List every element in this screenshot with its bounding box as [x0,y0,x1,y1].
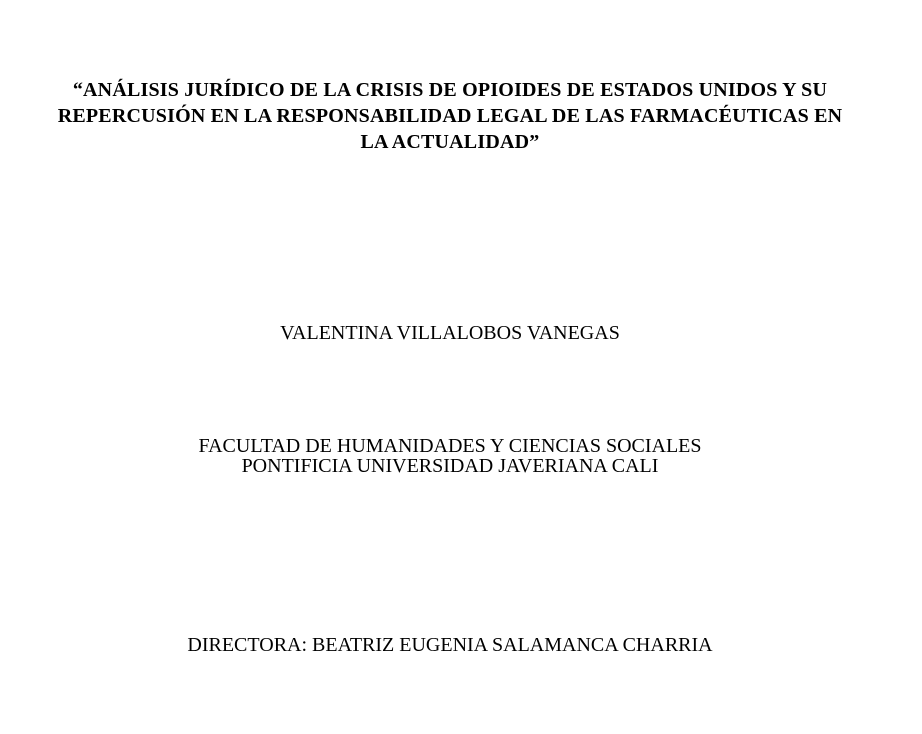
faculty-name: FACULTAD DE HUMANIDADES Y CIENCIAS SOCIALES [198,435,702,457]
institution-block [0,436,900,476]
thesis-title-line-2: REPERCUSIÓN EN LA RESPONSABILIDAD LEGAL DE LAS FARMACÉUTICAS EN [57,105,843,127]
university-name: PONTIFICIA UNIVERSIDAD JAVERIANA CALI [241,455,659,477]
thesis-title-line-1: “ANÁLISIS JURÍDICO DE LA CRISIS DE OPIOIDES DE ESTADOS UNIDOS Y SU [72,79,828,101]
thesis-title-line-3: LA ACTUALIDAD” [360,131,540,153]
director-line: DIRECTORA: BEATRIZ EUGENIA SALAMANCA CHARRIA [187,634,713,656]
author-name: VALENTINA VILLALOBOS VANEGAS [280,322,620,344]
thesis-title [0,77,900,155]
